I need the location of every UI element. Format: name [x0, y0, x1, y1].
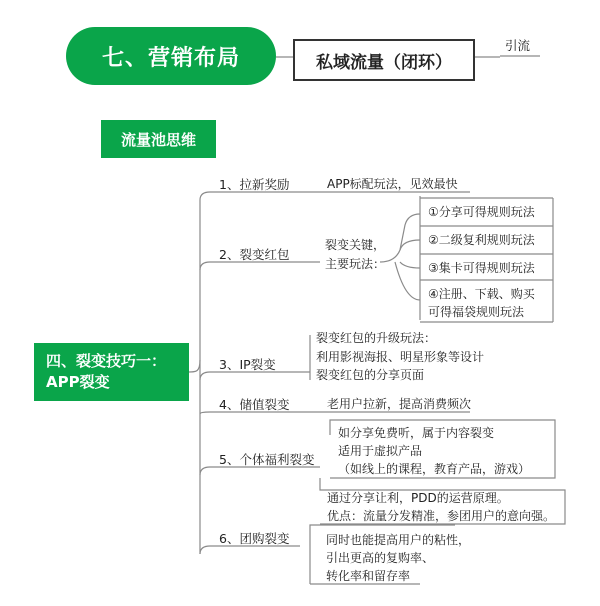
topic-box: [293, 39, 475, 81]
branch-5-desc-line2: 适用于虚拟产品: [338, 444, 423, 458]
branch-5-desc-line3: （如线上的课程，教育产品，游戏）: [338, 462, 531, 476]
root-label-line2: APP裂变: [46, 373, 110, 391]
branch-label-5: 5、个体福利裂变: [219, 452, 315, 467]
topic-title: 私域流量（闭环）: [316, 52, 452, 73]
branch-2-desc-line2: 主要玩法：: [325, 257, 386, 271]
branch-label-4: 4、储值裂变: [219, 397, 290, 412]
red-packet-sub-4-line2: 可得福袋规则玩法: [428, 305, 525, 319]
red-packet-sub-4-line1: ④注册、下载、购买: [428, 287, 535, 301]
branch-1-desc: APP标配玩法，见效最快: [327, 177, 458, 191]
branch-3-desc-line3: 裂变红包的分享页面: [316, 368, 425, 382]
branch-label-3: 3、IP裂变: [219, 357, 276, 372]
topic-note: 引流: [505, 38, 531, 53]
red-packet-sub-3: ③集卡可得规则玩法: [428, 261, 535, 275]
pool-label: 流量池思维: [120, 130, 196, 149]
branch-6-desc2-line2: 引出更高的复购率、: [326, 551, 435, 565]
branch-label-1: 1、拉新奖励: [219, 177, 290, 192]
red-packet-sub-2: ②二级复利规则玩法: [428, 233, 535, 247]
section-title-pill: [66, 27, 276, 85]
branch-label-6: 6、团购裂变: [219, 531, 290, 546]
branch-2-desc-line1: 裂变关键，: [325, 238, 386, 252]
red-packet-sub-1: ①分享可得规则玩法: [428, 205, 535, 219]
branch-label-2: 2、裂变红包: [219, 247, 290, 262]
branch-4-desc: 老用户拉新，提高消费频次: [327, 397, 472, 411]
branch-5-desc-line1: 如分享免费听，属于内容裂变: [338, 426, 495, 440]
root-node: [34, 343, 189, 401]
branch-6-desc-line1: 通过分享让利，PDD的运营原理。: [327, 491, 509, 505]
root-label-line1: 四、裂变技巧一：: [46, 352, 167, 370]
branch-6-desc2-line1: 同时也能提高用户的粘性，: [326, 533, 471, 547]
section-title: 七、营销布局: [101, 45, 240, 71]
branch-3-desc-line2: 利用影视海报、明星形象等设计: [316, 350, 485, 364]
branch-6-desc2-line3: 转化率和留存率: [326, 569, 411, 583]
branch-6-desc-line2: 优点：流量分发精准，参团用户的意向强。: [327, 509, 556, 523]
branch-3-desc-line1: 裂变红包的升级玩法：: [316, 331, 437, 345]
pool-label-badge: [101, 120, 216, 158]
